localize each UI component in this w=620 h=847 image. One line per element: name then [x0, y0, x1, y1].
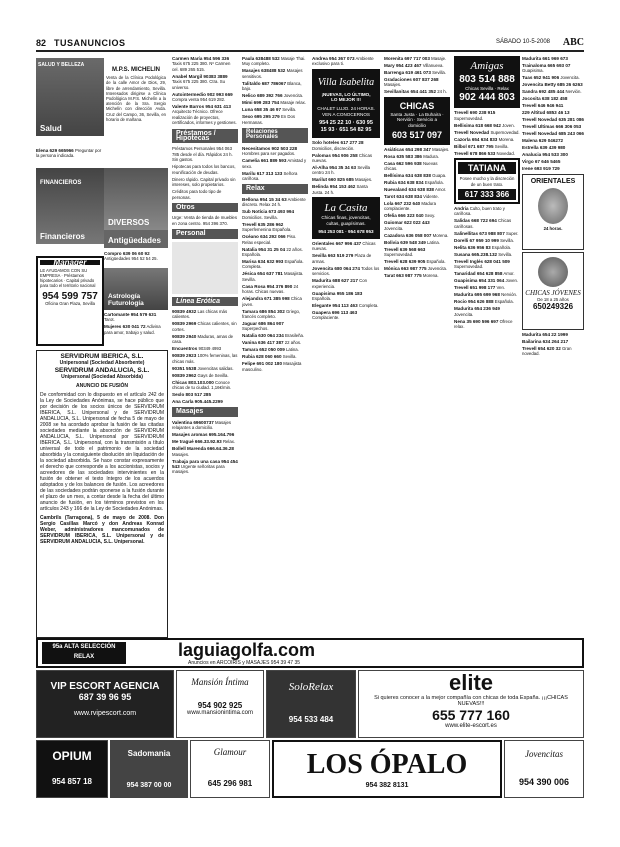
manager-title: Manager — [40, 260, 100, 265]
classified-item: Bollell Marenda 666.64.36.28 Masajes. — [172, 446, 234, 457]
classified-item: Rocio 954 626 888 Española. — [454, 299, 514, 305]
finance-label: Financieros — [40, 232, 85, 241]
classified-item: Madurita 654 22 1999 — [522, 331, 568, 337]
michelin-ad — [104, 66, 168, 156]
classified-item: Valente Barros 954 631 413 Arquitecto Técnico. Ofrece realización de proyectos, certificados, informes y gestiones. — [172, 104, 237, 126]
classified-item: Trevell Novedad 635 281 086 — [522, 117, 584, 123]
classified-item: Trevell 635 286 962 Superfemenina Española. — [242, 221, 292, 233]
issue-date: SÁBADO 10-5-2008 — [495, 39, 550, 45]
classified-item: Palomas 954 906 258 Chicas nuevas. — [312, 152, 372, 163]
classified-item: Luna 658 35 46 97 Sevilla. — [242, 107, 297, 113]
classified-item: Masajes aromas 695.164.796 — [172, 432, 235, 438]
manager-ad — [36, 256, 104, 346]
classified-item: Jaguar 686 864 907 Superpechos. — [242, 320, 284, 332]
relaciones-section-title: Relaciones Personales — [242, 128, 308, 143]
classified-item: 90351 5538 Jovencitas salidas. — [172, 365, 234, 371]
linea-section-title: Línea Erótica — [172, 297, 238, 306]
health-banner — [36, 58, 104, 136]
servidrum-sub-1: Unipersonal (Sociedad Absorbente) — [59, 360, 145, 366]
classified-item: Nelita 636 956 83 Española. — [454, 244, 512, 250]
abc-logo: ABC — [562, 37, 584, 48]
servidrum-body: De conformidad con lo dispuesto en el artículo 242 de la Ley de Sociedades Anónimas, se hace público que por decisión de los socios únicos de SERVIDRUM IBERICA, S.L. Unipersonal y de SERVIDRUM ANDALUCIA, S.L. Unipersonal de fecha 5 de mayo de 2008 se ha acordado aprobar la fusión de las citadas sociedades mediante la absorción de SERVIDRUM ANDALUCIA, S.L. Unipersonal por SERVIDRUM IBERICA, S.L. Unipersonal, con la transmisión a título universal de todo el patrimonio de la sociedad absorbida y la consiguiente disolución sin liquidación de la sociedad absorbida. Se hace constar expresamente el derecho que corresponde a los accionistas, socios y acreedores de las sociedades intervinientes en la fusión de obtener el texto íntegro de los acuerdos adoptados y de los balances de fusión. Los acreedores de las sociedades podrán oponerse a la fusión durante el plazo de un mes, a contar desde la fecha del último anuncio de fusión, en los términos previstos en los artículos 243 y 166 de la Ley de Sociedades Anónimas. — [40, 392, 164, 512]
vip-escort-ad: VIP ESCORT AGENCIA 687 39 96 95 www.rvipescort.com — [36, 670, 174, 738]
classified-item: Trevell Novedad 685 243 066 — [522, 131, 584, 137]
classified-item: Paula 638488 532 Masaje Thai. Muy completo. — [242, 56, 306, 67]
col-3: Carmen María 954 596 336 Taxis 675 225 380. Nº Carmen cel. 689 265 515. Anabel Margil 90383 3889 Taxis 675 225 380. Ctra. Su universo. Autointermedio 902 993 669 Compra venta 954 619 282. Valente Barros 954 631 413 Arquitecto Técnico. Ofrece realización de proyectos, certificados, informes y gestiones. Préstamos / Hipotecas Préstamos Personales 954 063 785 desde el día. Rápidos 24 h. Sin gastos. Hipotecas para todos los bancos, reunificación de deudas. Dinero rápido. Capital privado sin intereses, solo propietarios. Créditos para todo tipo de personas. Otros Urge: Venta de tienda de muebles en zona centro. 954 396 370. Personal Línea Erótica 90839 4932 Las chicas más calientes. 90839 2969 Chicas calientes, sin cortes. 90839 2940 Maduras, amas de casa. Encuentros 90349 4993 90839 2923 100% femeninas, las chicas más. 90351 5538 Jovencitas salidas. 90839 2962 Gays de Sevilla. Chicas 803.103.000 Conoce chicas de tu ciudad. 1,16€/min. Sexlo 803 517 285 Ana Carla 905.445.2299 Masajes Valentina 69600737 Masajes relajantes a domicilio. Masajes aromas 695.164.796 Me tragué 666.33.92.93 Relax. Bollell Marenda 666.64.36.28 Masajes. Trabaja para una casa 954 454 543 Urgente señoritas para masajes. — [172, 56, 238, 475]
classified-item: Irene 693 919 729 — [522, 166, 560, 172]
otros-section-title: Otros — [172, 203, 238, 212]
classified-item: Orientales 667 996 437 Chicas nuevas. — [312, 241, 376, 252]
col4-mid-list — [242, 146, 308, 182]
classified-item: Trevell Inglés 628 041 509 Supernovedad. — [454, 258, 510, 270]
misc-banner — [104, 168, 168, 230]
classified-item: Guapisima 955 186 183 Española. — [312, 290, 363, 302]
classified-item: Cazadora 636 058 007 Morena. — [384, 232, 449, 238]
classified-item: Tamara 686 854 302 Griego, francés completo. — [242, 308, 301, 319]
elite-ad: elite Si quieres conocer a la mejor compañía con chicas de toda España. ¡¡¡CHICAS NUEVAS!!! 655 777 160 www.elite-escort.es — [358, 670, 584, 738]
classified-item: Me tragué 666.33.92.93 Relax. — [172, 439, 236, 445]
woman-photo-2 — [538, 257, 568, 287]
classified-item: Madurita 688 627 217 Con experiencia. — [312, 278, 367, 289]
classified-item: Asiáticas 654 298 347 Masajes. — [384, 146, 450, 152]
classified-item: Marilu 617 313 133 Señora cariñosa. — [242, 170, 298, 182]
relax-section-title: Relax — [242, 184, 308, 193]
classified-item: Rosa 635 583 386 Madura. — [384, 153, 439, 159]
col6-list-b — [384, 147, 450, 279]
orientales-ad: ORIENTALES 24 horas. — [522, 174, 584, 250]
classified-item: Mimi 699 283 754 Masaje relax. — [242, 100, 306, 106]
classified-item: Camelia 661 889 593 Amistad y sexo. — [242, 158, 307, 169]
classified-item: Guiomar 622 022 443 Jovencita. — [384, 220, 430, 231]
col-7 — [454, 56, 520, 641]
col-8 — [522, 56, 584, 641]
opalo-ad: LOS ÓPALO 954 382 8131 — [272, 740, 502, 798]
finance-top: FINANCIEROS — [40, 180, 82, 186]
classified-item: Barrenga 619 461 073 Sevilla. — [384, 70, 446, 75]
col-6 — [384, 56, 450, 641]
mansion-intima-ad: Mansión Íntima 954 902 925 www.mansionintima.com — [176, 670, 264, 738]
amigas-ad: Amigas 803 514 888 Chicas Sevilla · Relax 902 444 803 — [454, 56, 520, 108]
misc-label: DIVERSOS — [108, 218, 150, 227]
elena-ad: Elena 629 665966 Preguntar por la persona indicada. — [36, 148, 102, 159]
classified-item: Gradaciones 607 837 268 Masajes. — [384, 77, 439, 88]
classified-item: Necesitamos 902 503 228 Hombres para ser pagados. — [242, 145, 298, 157]
classified-item: Nuevaland 634 638 838 Amor. — [384, 187, 447, 192]
classified-item: Trevell 654 620 32 Gran novedad. — [522, 345, 572, 357]
classified-item: Al-Alha 954 35 34 63 Sevilla centro 24 h. — [312, 165, 370, 176]
servidrum-notice — [36, 350, 168, 638]
classified-item: Jovencita 680 064 274 Todos los servicios. — [312, 265, 380, 277]
classified-item: Trevell 639 568 663 Supernovedad. — [384, 246, 426, 258]
classified-item: Natalia 954 31 25 04 22 años. Española. — [242, 246, 303, 257]
classified-item: 90839 2962 Gays de Sevilla. — [172, 372, 229, 378]
classified-item: Océano 634 292 066 Piso. Relax especial. — [242, 234, 297, 245]
col8-list — [522, 56, 584, 172]
michelin-title: M.P.S. MICHELÍN — [112, 67, 160, 73]
classified-item: Sub Notícia 673 493 994 Domicilios. Sevilla. — [242, 209, 295, 220]
classified-item: Sevilla 663 519 279 Plaza de armas. — [312, 253, 372, 264]
classified-item: 90839 4932 Las chicas más calientes. — [172, 308, 228, 320]
classified-item: Tuas 652 941 906 Jovencita. — [522, 75, 580, 81]
col-4 — [242, 56, 308, 641]
section-title: TUSANUNCIOS — [54, 38, 126, 48]
classified-item: Rubia 634 638 834 Española. — [384, 180, 444, 185]
classified-item: Lola 667 232 640 Madura complaciente. — [384, 201, 436, 212]
classified-item: Dorelli 67 959 10 999 Sevilla. — [454, 237, 514, 243]
loans-section-title: Préstamos / Hipotecas — [172, 129, 238, 144]
personal-section-title: Personal — [172, 229, 238, 238]
page-header — [36, 38, 584, 52]
michelin-text: Venta de la Clínica Podológica de la calle Amor de Dios, 29, libre de arrendamiento, Sevilla. Interesados dirigirse a Clínica Podológica M.P.S. Michelín a la atención de la Sra. Sergio Michelín con dirección Avda. Cruz del Campo, 36, Sevilla, en horario de mañana. — [106, 75, 166, 122]
laguiagolfa-banner — [36, 638, 584, 668]
classified-item: 90839 2940 Maduras, amas de casa. — [172, 333, 234, 345]
classified-item: Guapera 696 113 463 Complaciente. — [312, 310, 358, 321]
la-casita-ad: La Casita Chicas finas, jovencitas, cultas, guapísimas. 954 253 081 · 954 678 953 — [312, 197, 380, 239]
classified-item: 90839 2923 100% femeninas, las chicas más. — [172, 353, 238, 364]
classified-item: Felipe 691 002 180 Masajista masculino. — [242, 361, 302, 372]
servidrum-heading: ANUNCIO DE FUSIÓN — [76, 383, 128, 389]
classified-item: Malena 629 046272 — [522, 138, 564, 144]
classified-item: Morenita 697 717 003 Masaje. — [384, 56, 447, 61]
classified-item: Carmen María 954 596 336 Taxis 675 225 380. Nº Carmen cel. 689 265 515. — [172, 56, 231, 72]
opium-ad: OPIUM 954 857 18 — [36, 740, 108, 798]
laguiagolfa-title: laguiagolfa.com — [178, 640, 316, 660]
classified-item: Natalia 630 064 234 Brasileña. — [242, 333, 305, 339]
villa-phones: 954 25 22 10 · 630 95 15 93 · 651 54 82 95 — [319, 120, 373, 134]
classified-item: Talitaldo 687 786067 Blanca, bajo. — [242, 80, 302, 92]
classified-item: Jovencita Betty 685 26 6263 — [522, 82, 583, 88]
classified-item: Cazorla 654 634 833 Morena. — [454, 136, 515, 142]
classified-item: Sevillanitas 654 441 352 24 h. — [384, 89, 447, 95]
classified-item: Mónica 663 987 775 Jovencita. — [384, 266, 448, 272]
col7-list — [454, 110, 520, 156]
classified-item: Tarot 634 638 834 Vidente. — [384, 194, 439, 199]
col4-top-list — [242, 56, 308, 125]
classified-item: Anabel Margil 90383 3889 Taxis 675 225 380. Ctra. Su universo. — [172, 73, 228, 90]
col-5: Andrea 954 367 073 Ambiente exclusivo para ti. Villa Isabelita ¡NUEVAS, LO ÚLTIMO, LO MEJOR !!! CHALET LUJO. 24 HORAS. VEN A CONOCERNOS 954 25 22 10 · 630 95 15 93 · 651 54 82 95 Solo hoteles 617 277 28 Domicilios, discreción. Palomas 954 906 258 Chicas nuevas. Al-Alha 954 35 34 63 Sevilla centro 24 h. Marilut 660 825 685 Masajes. Belinda 954 153 462 Santa Justa. 24 h. La Casita Chicas finas, jovencitas, cultas, guapísimas. 954 253 081 · 954 678 953 Orientales 667 996 437 Chicas nuevas. Sevilla 663 519 279 Plaza de armas. Jovencita 680 064 274 Todos los servicios. Madurita 688 627 217 Con experiencia. Guapisima 955 186 183 Española. Elegante 954 113 463 Completa. Guapera 696 113 463 Complaciente. — [312, 56, 380, 321]
page-number: 82 — [36, 38, 47, 48]
astro-banner — [104, 268, 168, 310]
lacasita-title: La Casita — [324, 202, 368, 215]
classified-item: Ofelia 666 323 040 Sexy. — [384, 213, 436, 219]
astro-list: Cartomante 954 579 631 Tarot. Mujeres 630 041 72 Adivina para amor, trabajo y salud. — [104, 312, 161, 335]
personal-space — [172, 242, 238, 294]
classified-item: Trevell 628 639 905 Española. — [384, 259, 446, 265]
classified-item: Solo hoteles 617 277 28 Domicilios, discreción. — [312, 140, 364, 151]
classified-item: Susana 665.238.132 Sevilla. — [454, 251, 513, 257]
classified-item: Rubia 628 060 660 Sevilla. — [242, 354, 297, 360]
sadomania-ad: Sadomania 954 387 00 00 — [110, 740, 188, 798]
classified-item: Casa 662 596 938 Nuevas chicas. — [384, 160, 438, 171]
classified-item: Madurita 695 699 968 Nervión. — [454, 292, 518, 298]
classified-item: Nena 35 690 596 697 Ofrece relax. — [454, 318, 513, 330]
loan-item: Hipotecas para todos los bancos, reunificación de deudas. — [172, 164, 236, 175]
classified-item: Jocosita 638 182 458 — [522, 96, 568, 102]
col6-list — [384, 56, 450, 95]
classified-item: Trabaja para una casa 954 454 543 Urgente señoritas para masajes. — [172, 458, 238, 475]
chicas-box-ad: CHICAS Santa Justa · La Buhaira · Nervión · Servicio a domicilio 603 517 097 — [384, 97, 450, 145]
classified-item: Trevell Novedad Supernovedad. — [454, 129, 520, 135]
classified-item: 229 Altitud 6853 46 13 — [522, 110, 570, 116]
classified-item: Mary 954 423 467 Villanueva. — [384, 63, 444, 68]
solorelax-ad: SoloRelax 954 533 484 — [266, 670, 356, 738]
col5-list-b — [312, 241, 380, 321]
classified-item: Madurita 661 969 673 — [522, 56, 568, 61]
classified-item: Bilbol 671 687 795 Sevilla. — [454, 143, 509, 149]
chicas-jovenes-ad: CHICAS JÓVENES De 18 a 25 años 650249326 — [522, 252, 584, 330]
classified-item: Analucia 954 533 300 — [522, 152, 568, 158]
classified-item: Casa Rosa 954 376 890 24 horas. Chicas nuevas. — [242, 283, 299, 295]
classified-item: Marisa 634 632 993 Española. Completa. — [242, 258, 304, 270]
servidrum-sub-2: Unipersonal (Sociedad Absorbida) — [61, 374, 143, 380]
health-top: SALUD Y BELLEZA — [38, 62, 85, 68]
classified-item: Marilut 660 825 685 Masajes. — [312, 177, 373, 183]
classified-item: Sandra 692 485 444 Nervión. — [522, 89, 582, 95]
manager-foot: Oficina Gran Plaza, Sevilla — [45, 301, 95, 306]
jovencitas-ad: Jovencitas 954 390 006 — [504, 740, 584, 798]
col4-relax-list — [242, 197, 308, 372]
villa-title: Villa Isabelita — [317, 76, 375, 88]
antiques-label: Antigüedades — [108, 236, 161, 245]
classified-item: Nelico 689 392 766 Jovencita. — [242, 93, 304, 99]
servidrum-title-2: SERVIDRUM ANDALUCIA, S.L. — [54, 367, 150, 374]
classified-item: Sexo 695 295 279 En Dos Hermanas. — [242, 114, 296, 125]
classified-item: Salinellitas 673 988 807 Super. — [454, 230, 519, 236]
servidrum-title-1: SERVIDRUM IBERICA, S.L. — [60, 353, 144, 360]
classified-item: Elegante 954 113 463 Completa. — [312, 303, 379, 309]
classified-item: Vanina 636 417 387 22 años. — [242, 340, 302, 346]
loan-item: Dinero rápido. Capital privado sin intereses, solo propietarios. — [172, 176, 236, 188]
classified-item: Bailarina 634 264 217 — [522, 338, 569, 344]
classified-item: Tarat 663 987 775 Morena. — [384, 273, 439, 279]
classified-item: Trevell 646 946 941 — [522, 103, 564, 109]
classified-item: Bellona 954 15 34 63 Ambiente discreto. Relax 24 h. — [242, 196, 306, 208]
loans-list — [172, 146, 238, 199]
classified-item: Bellisima 618 668 942 Joven. — [454, 122, 515, 128]
classified-item: Virgo 67 646 5465 — [522, 159, 561, 165]
masajes-section-title: Masajes — [172, 407, 238, 416]
classified-item: Trainaloma 665 693 07 Guapisima. — [522, 63, 571, 74]
col8-list-b — [522, 332, 584, 357]
servidrum-sign: Cambrils (Tarragona), 5 de mayo de 2008. Don Sergio Casillas Marcó y don Andreas Konrad Weber, administradores mancomunados de SERVIDRUM IBERICA, S.L. Unipersonal y de SERVIDRUM ANDALUCIA, S.L. Unipersonal. — [40, 515, 164, 545]
classified-item: Jésica 654 637 781 Masajista. Sevilla. — [242, 271, 304, 282]
astro-label: Astrología Futurología — [108, 293, 144, 307]
masajes-list — [172, 420, 238, 475]
classified-item: Trevell Ultimas 666 306 053 — [522, 124, 582, 130]
classified-item: Alejandra 671 385 998 Chica joven. — [242, 296, 302, 307]
classified-item: Salidas 668 722 694 Chicas cariñosas. — [454, 218, 512, 229]
classified-item: Estrella 639 439 980 — [522, 145, 566, 151]
tatiana-ad: TATIANA Posee mucho y la discreción de un buen trato. 617 333 366 — [454, 158, 520, 204]
health-label: Salud — [40, 124, 62, 133]
classified-item: Madurita 654 236 949 Jovencita. — [454, 306, 500, 317]
compro-ad: Compro 639 06 60 92 Antigüedades 954 52 54 25. — [104, 251, 158, 262]
laguiagolfa-sub: Anuncios en ARCOIRIS y MASAJES 954 39 47 35 — [188, 660, 301, 666]
manager-phone: 954 599 757 — [42, 291, 98, 302]
loan-item: Préstamos Personales 954 063 785 desde el día. Rápidos 24 h. Sin gastos. — [172, 146, 233, 163]
classified-item: Tamara 652 050 009 Latina. — [242, 347, 299, 353]
manager-text: LE AYUDAMOS CON SU EMPRESA · Préstamos hipotecarios · Capital privado para todo el territorio nacional — [40, 268, 96, 288]
classified-item: Bellísima 634 638 838 Guapa. — [384, 173, 447, 178]
woman-photo — [538, 188, 568, 224]
classified-item: Trevell 678 866 533 Novedad. — [454, 150, 515, 156]
glamour-ad: Glamour 645 296 981 — [190, 740, 270, 798]
laguiagolfa-left: 95a ALTA SELECCIÓN RELAX — [42, 642, 126, 664]
col5-list — [312, 140, 380, 195]
classified-item: Andria Culto, buen trato y cariñosa. — [454, 206, 505, 217]
col7-list-b — [454, 206, 520, 329]
classified-item: Trevell 690 238 915 Supernovedad. — [454, 110, 496, 121]
classified-item: Tanaridad 654 628 858 Amor. — [454, 271, 515, 277]
classified-item: 90839 2969 Chicas calientes, sin cortes. — [172, 321, 237, 332]
antiques-banner — [104, 230, 168, 248]
linea-list — [172, 309, 238, 378]
loan-item: Créditos para todo tipo de personas. — [172, 189, 222, 200]
classified-item: Belinda 954 153 462 Santa Justa. 24 h. — [312, 184, 368, 195]
urge-ad: Urge: Venta de tienda de muebles en zona centro. 954 396 370. — [172, 215, 237, 226]
classified-item: Guapisima 654 331 064 Joven. — [454, 278, 519, 284]
classified-item: Encuentros 90349 4993 — [172, 346, 222, 352]
villa-isabelita-ad: Villa Isabelita ¡NUEVAS, LO ÚLTIMO, LO MEJOR !!! CHALET LUJO. 24 HORAS. VEN A CONOCERNOS 954 25 22 10 · 630 95 15 93 · 651 54 82 95 — [312, 69, 380, 138]
classified-item: Autointermedio 902 993 669 Compra venta 954 619 282. — [172, 91, 233, 103]
classified-item: Trevell 651 998 177 Ven. — [454, 285, 506, 291]
classified-item: Bolivia 639 548 349 Latina. — [384, 239, 440, 245]
col3-list — [172, 56, 238, 126]
classified-item: Masajes 638488 532 Masajes sensitivos. — [242, 68, 303, 79]
classified-item: Valentina 69600737 Masajes relajantes a domicilio. — [172, 419, 232, 431]
